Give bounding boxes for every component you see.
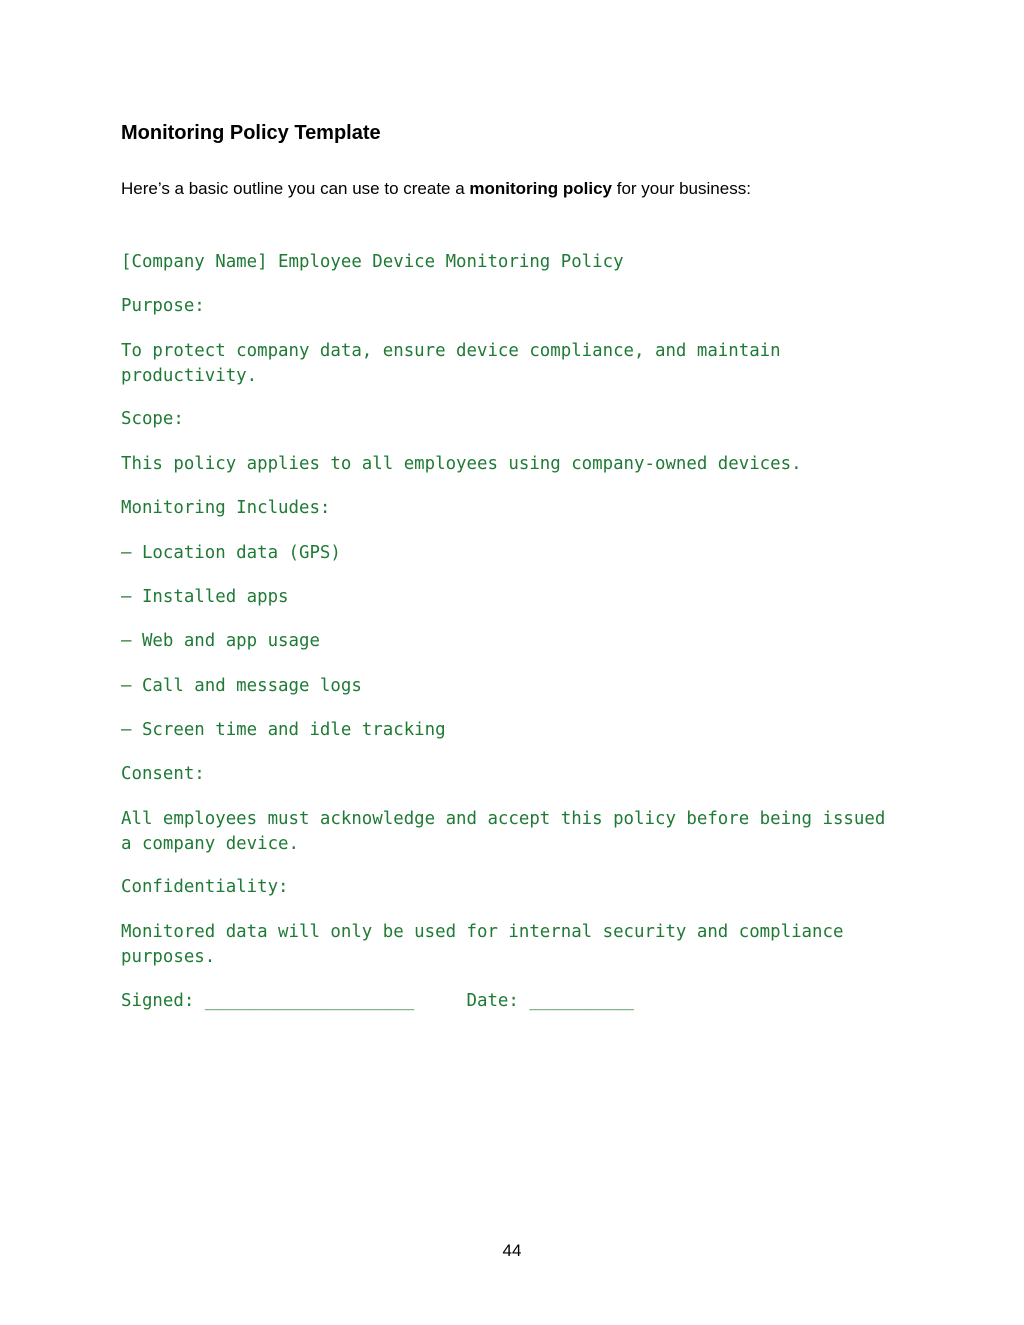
policy-title: [Company Name] Employee Device Monitoring Policy: [121, 252, 624, 272]
scope-text: This policy applies to all employees using company-owned devices.: [121, 454, 802, 474]
consent-label: Consent:: [121, 764, 205, 784]
intro-text-after: for your business:: [612, 179, 751, 198]
scope-label: Scope:: [121, 409, 184, 429]
monitoring-label: Monitoring Includes:: [121, 498, 331, 518]
purpose-label: Purpose:: [121, 296, 205, 316]
intro-text-before: Here’s a basic outline you can use to create a: [121, 179, 470, 198]
monitoring-item-usage: — Web and app usage: [121, 631, 320, 651]
monitoring-item-location: — Location data (GPS): [121, 543, 341, 563]
intro-bold-text: monitoring policy: [469, 179, 613, 198]
purpose-text: To protect company data, ensure device compliance, and maintain productivity.: [121, 341, 792, 386]
intro-paragraph: [121, 178, 751, 200]
page-heading: Monitoring Policy Template: [121, 122, 381, 144]
monitoring-item-logs: — Call and message logs: [121, 676, 362, 696]
monitoring-item-screen-time: — Screen time and idle tracking: [121, 720, 446, 740]
confidentiality-text: Monitored data will only be used for internal security and compliance purposes.: [121, 922, 854, 967]
confidentiality-label: Confidentiality:: [121, 877, 289, 897]
monitoring-item-apps: — Installed apps: [121, 587, 289, 607]
signature-line: Signed: ____________________ Date: __________: [121, 991, 635, 1011]
page-number: 44: [502, 1241, 522, 1260]
consent-text: All employees must acknowledge and accept this policy before being issued a company device.: [121, 809, 896, 854]
